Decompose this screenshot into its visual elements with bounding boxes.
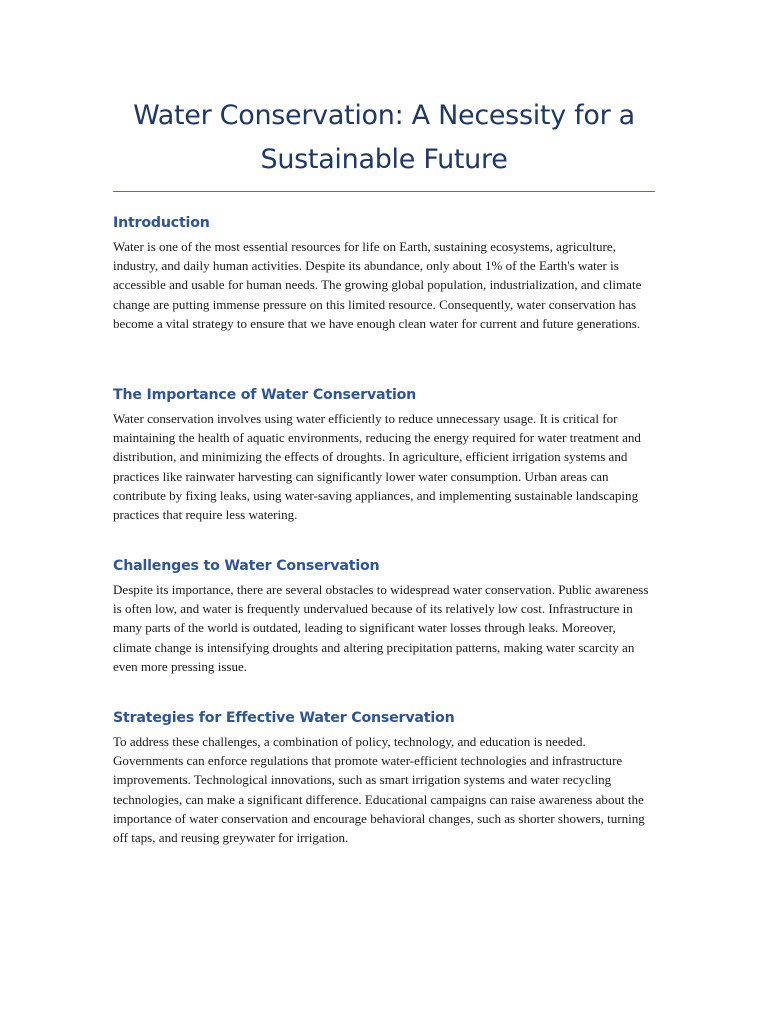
section-paragraph: Water conservation involves using water efficiently to reduce unnecessary usage. It is critical for maintaining the health of aquatic environments, reducing the energy required for water treatment and distribution, and minimizing the effects of droughts. In agriculture, efficient irrigation systems and practices like rainwater harvesting can significantly lower water consumption. Urban areas can contribute by fixing leaks, using water-saving appliances, and implementing sustainable landscaping practices that require less watering. xyxy=(113,411,641,523)
section-paragraph: To address these challenges, a combination of policy, technology, and education is needed. Governments can enforce regulations that promote water-efficient technologies and infrastructure improvements. Technological innovations, such as smart irrigation systems and water recycling technologies, can make a significant difference. Educational campaigns can raise awareness about the importance of water conservation and encourage behavioral changes, such as shorter showers, turning off taps, and reusing greywater for irrigation. xyxy=(113,734,645,846)
section-importance xyxy=(113,385,655,524)
section-challenges xyxy=(113,556,655,676)
section-heading: Strategies for Effective Water Conservation xyxy=(113,710,455,726)
section-introduction xyxy=(113,213,655,333)
section-strategies xyxy=(113,708,655,847)
section-paragraph: Water is one of the most essential resources for life on Earth, sustaining ecosystems, agriculture, industry, and daily human activities. Despite its abundance, only about 1% of the Earth's water is accessible and usable for human needs. The growing global population, industrialization, and climate change are putting immense pressure on this limited resource. Consequently, water conservation has become a vital strategy to ensure that we have enough clean water for current and future generations. xyxy=(113,239,642,331)
section-paragraph: Despite its importance, there are several obstacles to widespread water conservation. Public awareness is often low, and water is frequently undervalued because of its relatively low cost. Infrastructure in many parts of the world is outdated, leading to significant water losses through leaks. Moreover, climate change is intensifying droughts and altering precipitation patterns, making water scarcity an even more pressing issue. xyxy=(113,582,649,674)
section-heading: The Importance of Water Conservation xyxy=(113,387,417,403)
document-title: Water Conservation: A Necessity for a Sustainable Future xyxy=(133,100,635,175)
title-block xyxy=(113,94,655,192)
section-heading: Introduction xyxy=(113,215,210,231)
section-heading: Challenges to Water Conservation xyxy=(113,558,380,574)
title-underline xyxy=(113,191,655,192)
